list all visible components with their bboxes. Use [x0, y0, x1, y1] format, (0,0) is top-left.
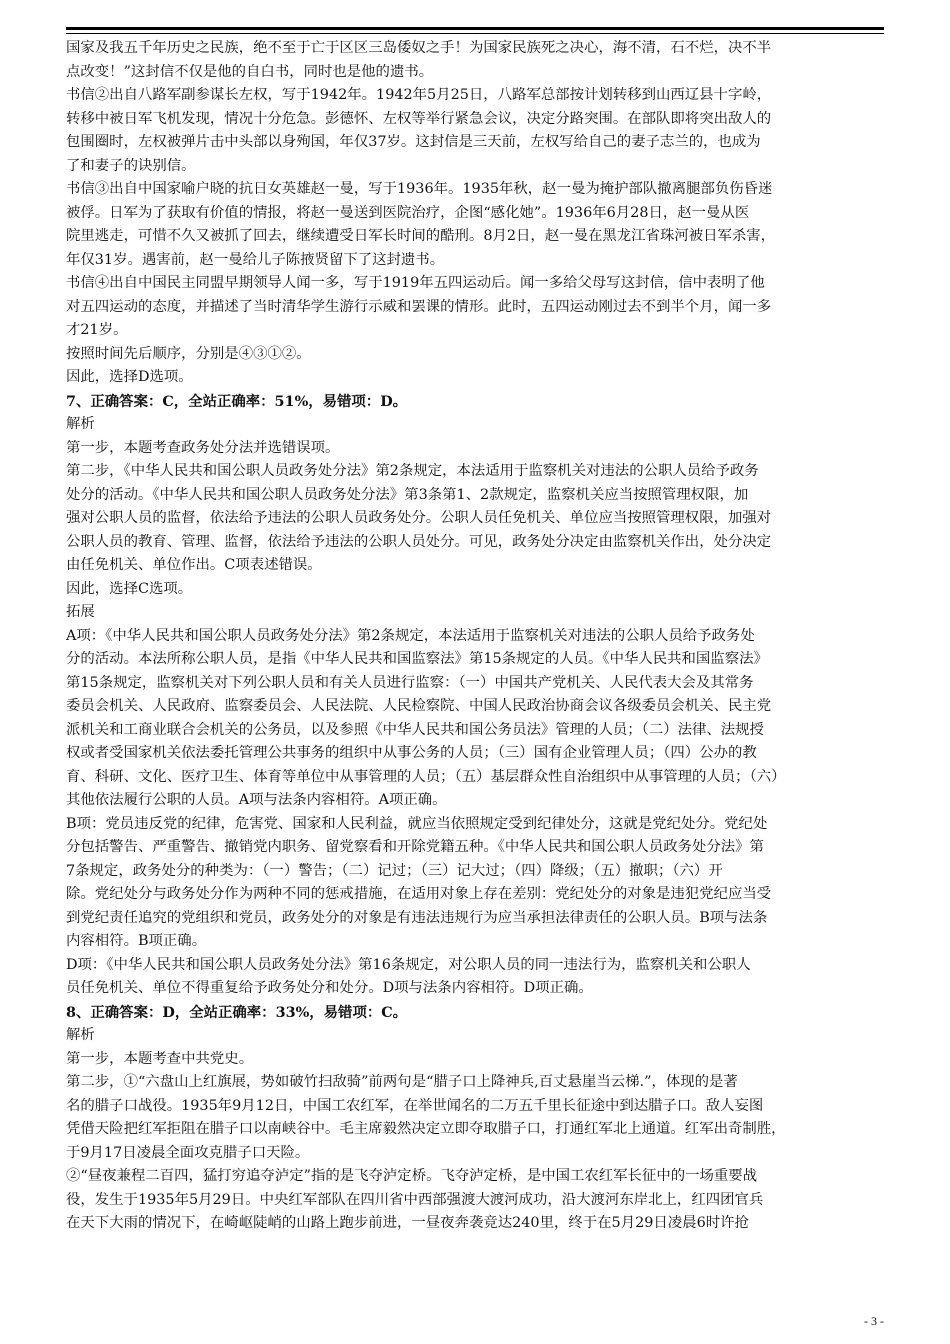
- text-line: 因此，选择D选项。: [66, 369, 193, 385]
- text-line: 役，发生于1935年5月29日。中央红军部队在四川省中西部强渡大渡河成功，沿大渡河东岸北上，红四团官兵: [66, 1191, 764, 1208]
- text-line: 第一步，本题考查中共党史。: [66, 1050, 254, 1067]
- text-line: 分包括警告、严重警告、撤销党内职务、留党察看和开除党籍五种。《中华人民共和国公职人员政务处分法》第: [66, 839, 764, 855]
- text-line: 被俘。日军为了获取有价值的情报，将赵一曼送到医院治疗，企图“感化她”。1936年6月28日，赵一曼从医: [66, 204, 750, 221]
- header-rule-thick: [66, 27, 884, 30]
- text-line: 院里逃走，可惜不久又被抓了回去，继续遭受日军长时间的酷刑。8月2日，赵一曼在黑龙江省珠河被日军杀害，: [66, 228, 776, 244]
- text-line: 第二步，《中华人民共和国公职人员政务处分法》第2条规定，本法适用于监察机关对违法的公职人员给予政务: [66, 463, 759, 479]
- text-line: 转移中被日军飞机发现，情况十分危急。彭德怀、左权等举行紧急会议，决定分路突围。在部队即将突出敌人的: [66, 110, 772, 127]
- text-line: 凭借天险把红军拒阻在腊子口以南峡谷中。毛主席毅然决定立即夺取腊子口，打通红军北上通道。红军出奇制胜，: [66, 1121, 786, 1137]
- header-rule-thin: [66, 33, 884, 34]
- text-line: 年仅31岁。遇害前，赵一曼给儿子陈掖贤留下了这封遗书。: [66, 251, 445, 268]
- text-line: 内容相符。B项正确。: [66, 933, 207, 949]
- text-line: 拓展: [66, 604, 95, 620]
- text-line: 点改变！”这封信不仅是他的自白书，同时也是他的遗书。: [66, 63, 434, 80]
- text-line: 委员会机关、人民政府、监察委员会、人民法院、人民检察院、中国人民政治协商会议各级委员会机关、民主党: [66, 698, 772, 714]
- text-line: 公职人员的教育、管理、监督，依法给予违法的公职人员处分。可见，政务处分决定由监察机关作出，处分决定: [66, 533, 772, 550]
- text-line: 对五四运动的态度，并描述了当时清华学生游行示威和罢课的情形。此时，五四运动刚过去不到半个月，闻一多: [66, 298, 772, 315]
- text-line: 了和妻子的诀别信。: [66, 157, 196, 174]
- text-line: 才21岁。: [66, 322, 128, 338]
- text-line: 因此，选择C选项。: [66, 580, 193, 597]
- text-line: 书信③出自中国家喻户晓的抗日女英雄赵一曼，写于1936年。1935年秋，赵一曼为掩护部队撤离腿部负伤昏迷: [66, 181, 773, 197]
- text-line: 由任免机关、单位作出。C项表述错误。: [66, 557, 322, 573]
- text-line: 书信④出自中国民主同盟早期领导人闻一多，写于1919年五四运动后。闻一多给父母写这封信，信中表明了他: [66, 275, 765, 291]
- answer-heading-line: 7、正确答案：C，全站正确率：51%，易错项：D。: [66, 392, 408, 410]
- page-number: - 3 -: [864, 1314, 884, 1328]
- text-line: 包围圈时，左权被弹片击中头部以身殉国，年仅37岁。这封信是三天前，左权写给自己的妻子志兰的，也成为: [66, 134, 761, 150]
- text-line: 育、科研、文化、医疗卫生、体育等单位中从事管理的人员；（五）基层群众性自治组织中从事管理的人员；（六）: [66, 768, 786, 785]
- text-line: 除。党纪处分与政务处分作为两种不同的惩戒措施，在适用对象上存在差别：党纪处分的对象是违犯党纪应当受: [66, 886, 772, 902]
- text-line: 于9月17日凌晨全面攻克腊子口天险。: [66, 1144, 310, 1161]
- text-line: 第一步，本题考查政务处分法并选错误项。: [66, 439, 340, 456]
- text-line: 解析: [66, 416, 95, 432]
- text-line: 名的腊子口战役。1935年9月12日，中国工农红军，在举世闻名的二万五千里长征途中到达腊子口。敌人妄图: [66, 1097, 764, 1114]
- text-line: 国家及我五千年历史之民族，绝不至于亡于区区三岛倭奴之手！为国家民族死之决心，海不清，石不烂，决不半: [66, 40, 772, 56]
- text-line: 强对公职人员的监督，依法给予违法的公职人员政务处分。公职人员任免机关、单位应当按照管理权限，加强对: [66, 510, 772, 526]
- answer-heading-line: 8、正确答案：D，全站正确率：33%，易错项：C。: [66, 1003, 408, 1021]
- text-line: 第二步，①“六盘山上红旗展，势如破竹扫敌骑”前两句是“腊子口上降神兵,百丈悬崖当云梯.”，体现的是著: [66, 1074, 738, 1090]
- text-line: B项：党员违反党的纪律，危害党、国家和人民利益，就应当依照规定受到纪律处分，这就是党纪处分。党纪处: [66, 815, 768, 832]
- text-line: 7条规定，政务处分的种类为：（一）警告；（二）记过；（三）记大过；（四）降级；（五）撤职；（六）开: [66, 862, 723, 879]
- text-line: D项：《中华人民共和国公职人员政务处分法》第16条规定，对公职人员的同一违法行为，监察机关和公职人: [66, 956, 751, 973]
- text-line: 其他依法履行公职的人员。A项与法条内容相符。A项正确。: [66, 792, 447, 808]
- text-line: 分的活动。本法所称公职人员，是指《中华人民共和国监察法》第15条规定的人员。《中华人民共和国监察法》: [66, 651, 768, 667]
- text-line: 书信②出自八路军副参谋长左权，写于1942年。1942年5月25日，八路军总部按计划转移到山西辽县十字岭，: [66, 87, 772, 103]
- text-line: 派机关和工商业联合会机关的公务员，以及参照《中华人民共和国公务员法》管理的人员；（二）法律、法规授: [66, 721, 764, 738]
- text-line: 第15条规定，监察机关对下列公职人员和有关人员进行监察：（一）中国共产党机关、人民代表大会及其常务: [66, 674, 754, 691]
- text-line: 处分的活动。《中华人民共和国公职人员政务处分法》第3条第1、2款规定，监察机关应当按照管理权限，加: [66, 486, 749, 503]
- text-line: A项：《中华人民共和国公职人员政务处分法》第2条规定，本法适用于监察机关对违法的公职人员给予政务处: [66, 627, 755, 644]
- text-line: ②“昼夜兼程二百四，猛打穷追夺泸定”指的是飞夺泸定桥。飞夺泸定桥，是中国工农红军长征中的一场重要战: [66, 1168, 758, 1184]
- text-line: 到党纪责任追究的党组织和党员，政务处分的对象是有违法违规行为应当承担法律责任的公职人员。B项与法条: [66, 909, 768, 926]
- text-line: 在天下大雨的情况下，在崎岖陡峭的山路上跑步前进，一昼夜奔袭竞达240里，终于在5月29日凌晨6时许抢: [66, 1215, 749, 1231]
- text-line: 员任免机关、单位不得重复给予政务处分和处分。D项与法条内容相符。D项正确。: [66, 980, 593, 996]
- text-line: 解析: [66, 1027, 95, 1043]
- text-line: 按照时间先后顺序，分别是④③①②。: [66, 345, 311, 362]
- document-body: [66, 37, 884, 1236]
- text-line: 权或者受国家机关依法委托管理公共事务的组织中从事公务的人员；（三）国有企业管理人员；（四）公办的教: [66, 745, 757, 761]
